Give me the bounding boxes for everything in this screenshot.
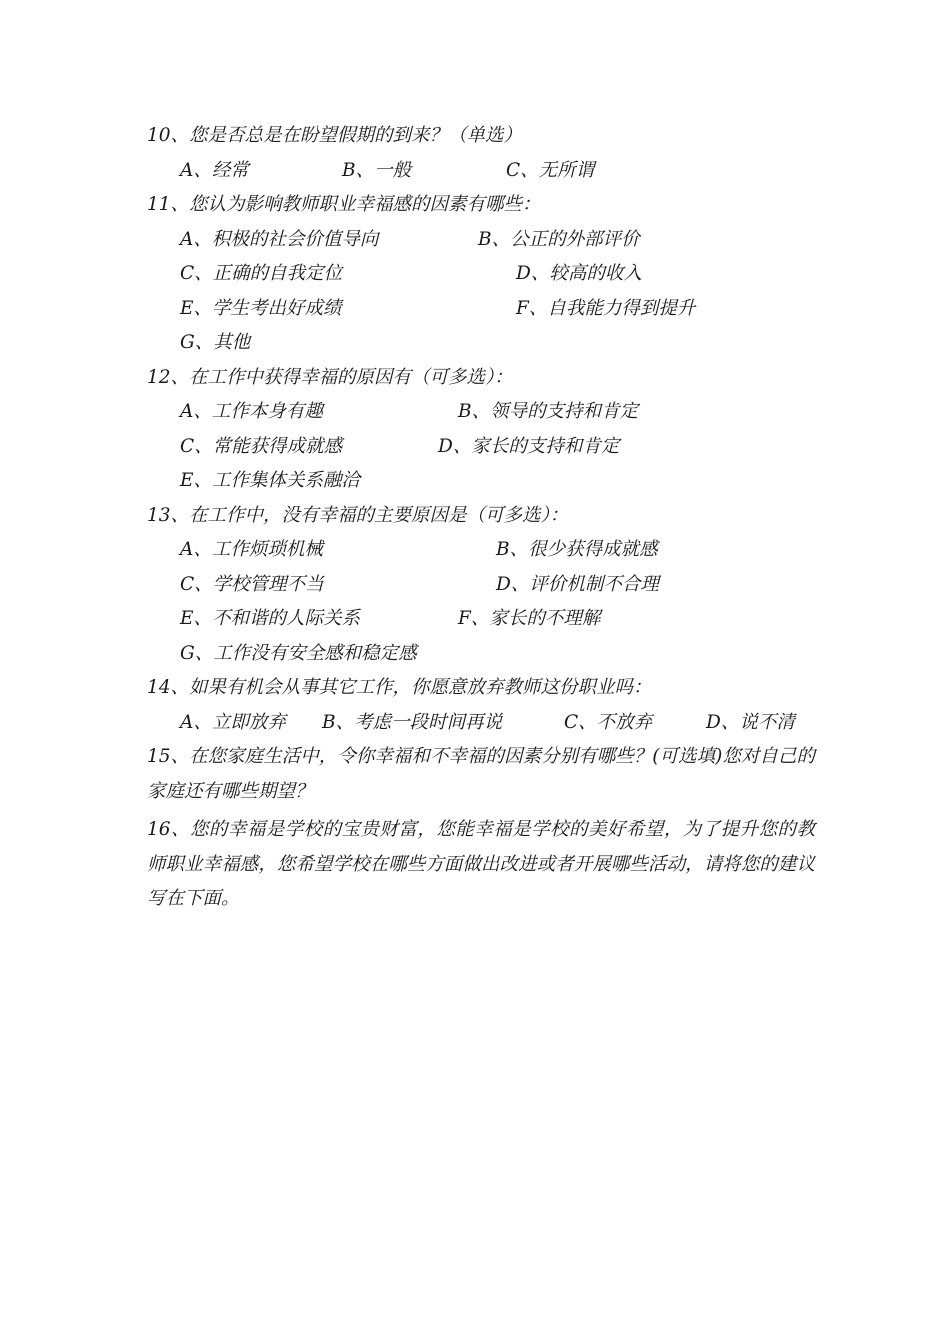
question-16: 16、您的幸福是学校的宝贵财富，您能幸福是学校的美好希望，为了提升您的教师职业幸福感，您希望学校在哪些方面做出改进或者开展哪些活动，请将您的建议写在下面。 [147, 819, 815, 909]
q11-option-c: C、正确的自我定位 [180, 263, 343, 284]
q11-option-b: B、公正的外部评价 [478, 229, 640, 250]
q12-option-e: E、工作集体关系融洽 [180, 470, 361, 491]
q14-option-a: A、立即放弃 [180, 712, 286, 733]
question-13: 13、在工作中，没有幸福的主要原因是（可多选）： [147, 505, 569, 526]
q14-option-d: D、说不清 [706, 712, 795, 733]
question-14: 14、如果有机会从事其它工作，你愿意放弃教师这份职业吗： [147, 677, 652, 698]
q13-option-e: E、不和谐的人际关系 [180, 608, 361, 629]
q13-option-g: G、工作没有安全感和稳定感 [180, 643, 417, 664]
q10-option-b: B、一般 [342, 160, 412, 181]
q13-option-c: C、学校管理不当 [180, 574, 324, 595]
q13-option-d: D、评价机制不合理 [496, 574, 659, 595]
q10-option-a: A、经常 [180, 160, 249, 181]
q12-option-a: A、工作本身有趣 [180, 401, 323, 422]
question-10: 10、您是否总是在盼望假期的到来？（单选） [147, 125, 523, 146]
q11-option-a: A、积极的社会价值导向 [180, 229, 379, 250]
q11-option-g: G、其他 [180, 332, 251, 353]
question-15: 15、在您家庭生活中，令你幸福和不幸福的因素分别有哪些？(可选填)您对自己的家庭还有哪些期望？ [147, 746, 815, 802]
q12-option-c: C、常能获得成就感 [180, 436, 343, 457]
q10-option-c: C、无所谓 [506, 160, 595, 181]
q13-option-b: B、很少获得成就感 [496, 539, 658, 560]
q11-option-e: E、学生考出好成绩 [180, 298, 342, 319]
q13-option-f: F、家长的不理解 [458, 608, 601, 629]
q12-option-b: B、领导的支持和肯定 [458, 401, 639, 422]
q11-option-d: D、较高的收入 [516, 263, 642, 284]
q13-option-a: A、工作烦琐机械 [180, 539, 323, 560]
q14-option-c: C、不放弃 [564, 712, 653, 733]
q11-option-f: F、自我能力得到提升 [516, 298, 696, 319]
q14-option-b: B、考虑一段时间再说 [322, 712, 503, 733]
question-11: 11、您认为影响教师职业幸福感的因素有哪些： [147, 194, 541, 215]
question-12: 12、在工作中获得幸福的原因有（可多选）： [147, 367, 513, 388]
q12-option-d: D、家长的支持和肯定 [438, 436, 620, 457]
